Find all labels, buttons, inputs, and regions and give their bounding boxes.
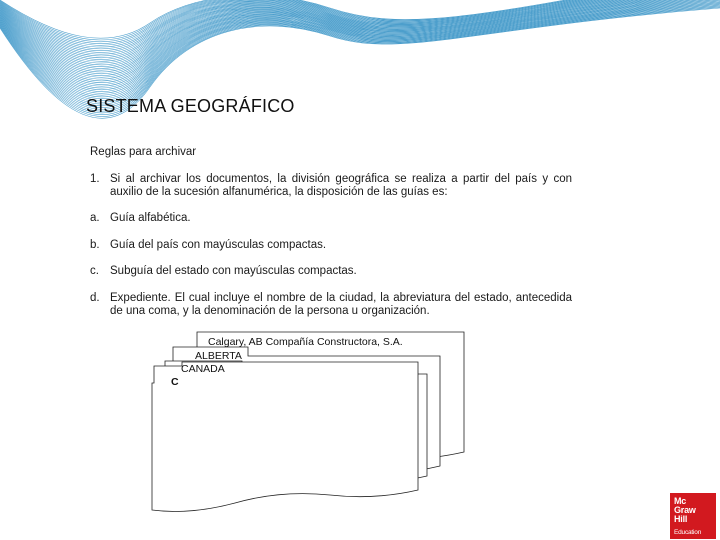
rule-item-1-marker: 1. — [90, 173, 100, 185]
rule-item-b-text: Guía del país con mayúsculas compactas. — [110, 239, 327, 251]
rule-item-b-marker: b. — [90, 239, 100, 251]
logo-line-2: Graw — [674, 505, 696, 515]
rule-item-1-text: Si al archivar los documentos, la división geográfica se realiza a partir del país y con auxilio de la sucesión alfanumérica, la disposición de las guías es: — [110, 173, 572, 198]
mcgraw-hill-logo — [670, 493, 716, 539]
letter-guide-front — [152, 362, 418, 511]
rule-item-a-marker: a. — [90, 212, 100, 224]
rule-item-c-marker: c. — [90, 265, 99, 277]
file-tab-label: Calgary, AB Compañía Constructora, S.A. — [208, 336, 403, 348]
logo-line-3: Hill — [674, 514, 688, 524]
state-tab-label: ALBERTA — [195, 350, 242, 362]
rule-item-d-marker: d. — [90, 292, 100, 304]
country-tab-label: CANADA — [181, 363, 225, 375]
logo-line-4: Education — [674, 529, 702, 536]
letter-tab-label: C — [171, 376, 179, 388]
rule-item-a-text: Guía alfabética. — [110, 212, 191, 224]
rules-heading: Reglas para archivar — [90, 146, 197, 158]
rule-item-c-text: Subguía del estado con mayúsculas compactas. — [110, 265, 357, 277]
rule-item-d-text: Expediente. El cual incluye el nombre de la ciudad, la abreviatura del estado, antecedida de una coma, y la denominación de la persona u organización. — [110, 292, 572, 317]
slide-title: SISTEMA GEOGRÁFICO — [86, 96, 295, 116]
logo-line-1: Mc — [674, 496, 687, 506]
